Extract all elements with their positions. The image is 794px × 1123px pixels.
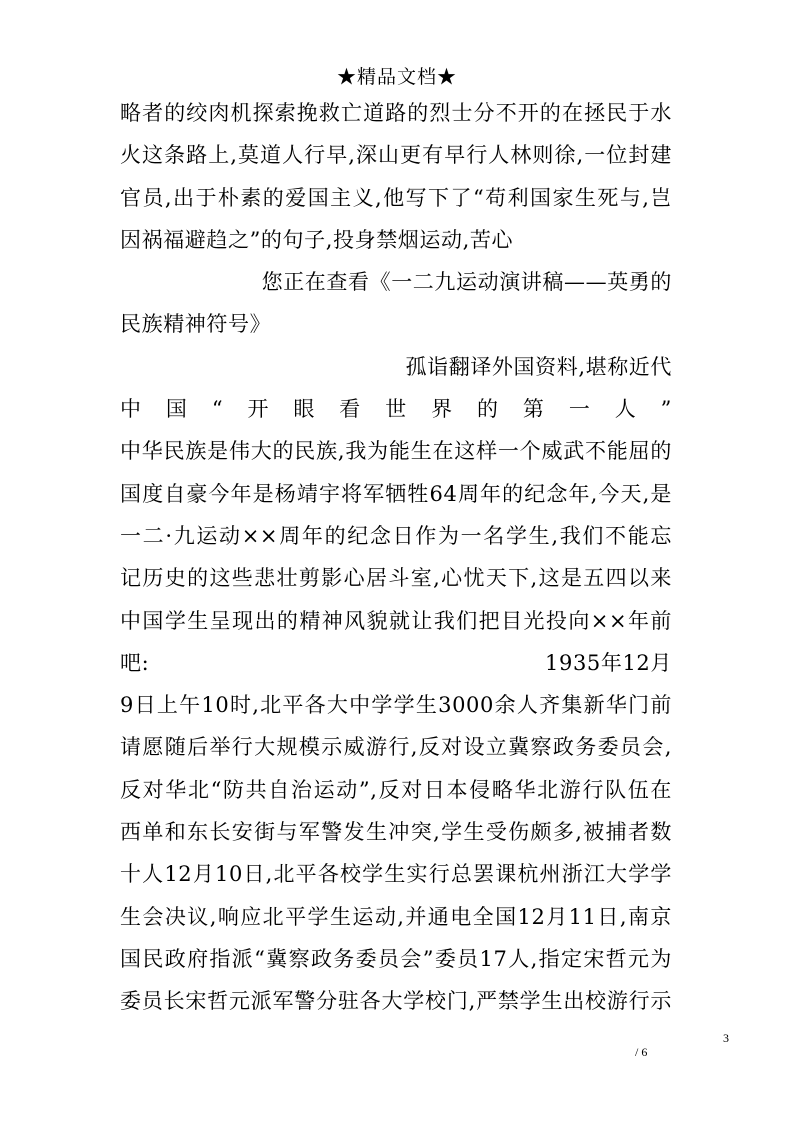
- text-line: 国民政府指派“冀察政务委员会”委员17人,指定宋哲元为: [120, 946, 672, 971]
- text-line: 记历史的这些悲壮剪影心居斗室,心忧天下,这是五四以来: [120, 566, 672, 591]
- text-line: 一二·九运动××周年的纪念日作为一名学生,我们不能忘: [120, 523, 672, 548]
- text-line: 孤诣翻译外国资料,堪称近代: [405, 354, 672, 379]
- page-number: 3: [723, 1031, 729, 1045]
- text-line-split: [120, 642, 672, 684]
- text-line: 委员长宋哲元派军警分驻各大学校门,严禁学生出校游行示: [120, 989, 672, 1014]
- text-line: 火这条路上,莫道人行早,深山更有早行人林则徐,一位封建: [120, 143, 672, 168]
- text-line: 因祸福避趋之”的句子,投身禁烟运动,苦心: [120, 227, 514, 252]
- text-line: 民族精神符号》: [120, 312, 272, 337]
- text-fragment: 1935年12月: [545, 650, 672, 675]
- text-line: 西单和东长安街与军警发生冲突,学生受伤颇多,被捕者数: [120, 820, 672, 845]
- text-line: 生会决议,响应北平学生运动,并通电全国12月11日,南京: [120, 904, 672, 929]
- text-line: 反对华北“防共自治运动”,反对日本侵略华北游行队伍在: [120, 777, 672, 802]
- text-line: 国度自豪今年是杨靖宇将军牺牲64周年的纪念年,今天,是: [120, 481, 672, 506]
- text-line: 中国学生呈现出的精神风貌就让我们把目光投向××年前: [120, 608, 672, 633]
- text-line: 请愿随后举行大规模示威游行,反对设立冀察政务委员会,: [120, 735, 672, 760]
- document-header: ★精品文档★: [336, 66, 457, 88]
- text-line: 您正在查看《一二九运动演讲稿——英勇的: [261, 270, 672, 295]
- text-line: 略者的绞肉机探索挽救亡道路的烈士分不开的在拯民于水: [120, 101, 672, 125]
- page-total: / 6: [635, 1045, 648, 1059]
- text-line: 中华民族是伟大的民族,我为能生在这样一个威武不能屈的: [120, 439, 672, 464]
- text-line: 9日上午10时,北平各大中学学生3000余人齐集新华门前: [120, 693, 672, 718]
- text-fragment: 吧:: [120, 650, 150, 675]
- text-line: 中 国 “ 开 眼 看 世 界 的 第 一 人 ”: [120, 397, 672, 422]
- document-body: [120, 92, 672, 1023]
- text-line: 官员,出于朴素的爱国主义,他写下了“苟利国家生死与,岂: [120, 185, 672, 210]
- text-line: 十人12月10日,北平各校学生实行总罢课杭州浙江大学学: [120, 862, 672, 887]
